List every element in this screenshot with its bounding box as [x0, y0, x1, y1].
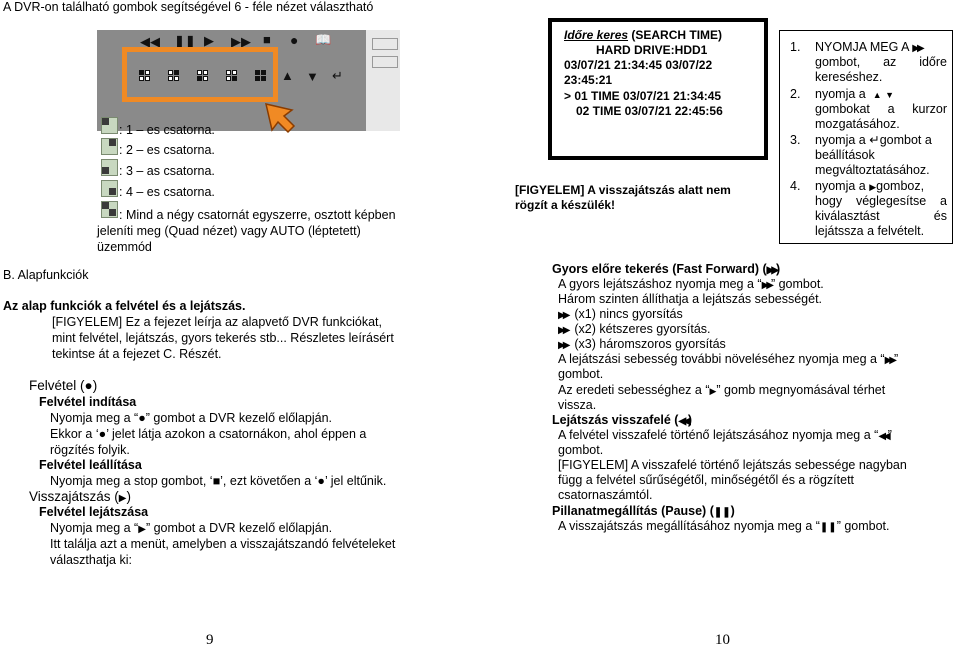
step1-b: gombot, az időre: [815, 55, 947, 69]
note-line1: [FIGYELEM] Ez a fejezet leírja az alapvető DVR funkciókat,: [52, 315, 383, 329]
down-arrow-icon: ▼: [885, 90, 895, 100]
fast-forward-icon: ▶▶: [766, 265, 777, 276]
fast-forward-icon: ▶▶: [761, 280, 771, 291]
rec-stop-heading: Felvétel leállítása: [39, 458, 142, 472]
channel-4-icon: [101, 180, 118, 197]
play-menu-line2: választhatja ki:: [50, 553, 132, 567]
search-line6: 02 TIME 03/07/21 22:45:56: [576, 104, 723, 118]
page-number-right: 10: [715, 632, 730, 648]
search-line4: 23:45:21: [564, 73, 613, 87]
ff-x3: ▶▶ (x3) háromszoros gyorsítás: [558, 337, 726, 351]
search-time-screen: [548, 18, 768, 160]
rw-line1: A felvétel visszafelé történő lejátszásához nyomja meg a “◀◀”: [558, 428, 892, 442]
ff-orig-line1: Az eredeti sebességhez a “▶” gomb megnyomásával térhet: [558, 383, 886, 397]
step2-c: mozgatásához.: [815, 117, 900, 131]
fast-forward-icon: ▶▶: [231, 34, 251, 49]
pause-icon: ❚❚: [174, 34, 196, 49]
enter-icon: ↵: [332, 68, 343, 83]
view-quad-line2: jeleníti meg (Quad nézet) vagy AUTO (léptetett): [97, 224, 361, 238]
rw-note3: csatornaszámtól.: [558, 488, 653, 502]
up-arrow-icon: ▲: [872, 90, 882, 100]
channel-buttons-highlight: [122, 47, 278, 102]
rec-start-heading: Felvétel indítása: [39, 395, 137, 409]
search-line3: 03/07/21 21:34:45 03/07/22: [564, 58, 713, 72]
play-icon: ▶: [204, 33, 214, 48]
fast-forward-icon: ▶▶: [558, 310, 568, 321]
stop-icon: ■: [212, 474, 221, 488]
view-ch2-text: : 2 – es csatorna.: [119, 143, 215, 157]
step2-num: 2.: [790, 87, 801, 101]
record-icon: ●: [138, 411, 146, 425]
channel-2-icon: [101, 138, 118, 155]
view-ch4-text: : 4 – es csatorna.: [119, 185, 215, 199]
search-line5: > 01 TIME 03/07/21 21:34:45: [564, 89, 722, 103]
page-header-title: A DVR-on található gombok segítségével 6 - féle nézet választható: [3, 0, 374, 14]
pause-heading: Pillanatmegállítás (Pause) (❚❚): [552, 504, 735, 518]
step4-c: kiválasztást és: [815, 209, 947, 223]
step4-b: hogy véglegesítse a: [815, 194, 947, 208]
ff-more-line1: A lejátszási sebesség további növeléséhez nyomja meg a “▶▶”: [558, 352, 899, 366]
record-icon: ●: [317, 474, 325, 488]
fast-forward-icon: ▶▶: [884, 355, 894, 366]
view-quad-line3: üzemmód: [97, 240, 152, 254]
ff-line1: A gyors lejátszáshoz nyomja meg a “▶▶” gombot.: [558, 277, 824, 291]
record-icon: ●: [98, 427, 107, 441]
pause-icon: ❚❚: [713, 507, 731, 518]
step3-a: nyomja a ↵gombot a: [815, 133, 932, 147]
pointer-arrow-icon: [262, 100, 298, 136]
ff-line2: Három szinten állíthatja a lejátszás sebességét.: [558, 292, 823, 306]
channel-3-icon: [101, 159, 118, 176]
rec-stop-line: Nyomja meg a stop gombot, ‘■’, ezt követően a ‘●’ jel eltűnik.: [50, 474, 387, 488]
play-icon: ▶: [869, 182, 877, 192]
page-number-left: 9: [206, 632, 214, 648]
rec-then-line: Ekkor a ‘●’ jelet látja azokon a csatornákon, ahol éppen a: [50, 427, 367, 441]
record-icon: ●: [290, 32, 299, 48]
rw-heading: Lejátszás visszafelé (◀◀): [552, 413, 693, 427]
rec-start-line: Nyomja meg a “●” gombot a DVR kezelő előlapján.: [50, 411, 333, 425]
play-heading: Felvétel lejátszása: [39, 505, 149, 519]
search-note-line2: rögzít a készülék!: [515, 198, 616, 212]
record-icon: ●: [84, 378, 93, 393]
fast-forward-icon: ▶▶: [912, 43, 922, 54]
step2-a: nyomja a ▲ ▼: [815, 87, 895, 101]
play-icon: ▶: [138, 524, 146, 535]
rw-note2: függ a felvétel sűrűségétől, minőségétől és a rögzített: [558, 473, 855, 487]
step3-num: 3.: [790, 133, 801, 147]
view-ch3-text: : 3 – as csatorna.: [119, 164, 215, 178]
step1-num: 1.: [790, 40, 801, 54]
play-icon: ▶: [118, 493, 127, 504]
enter-icon: ↵: [869, 133, 880, 147]
rw-line2: gombot.: [558, 443, 604, 457]
rewind-icon: ◀◀: [678, 416, 688, 427]
section-b-heading: B. Alapfunkciók: [3, 268, 89, 282]
note-line2: mint felvétel, lejátszás, gyors tekerés stb... Részletes leírásért: [52, 331, 394, 345]
pause-icon: ❚❚: [819, 522, 837, 533]
ff-more-line2: gombot.: [558, 367, 604, 381]
rewind-icon: ◀◀: [878, 431, 888, 442]
step4-d: lejátssza a felvételt.: [815, 224, 925, 238]
ff-heading: Gyors előre tekerés (Fast Forward) (▶▶): [552, 262, 781, 276]
intro-heading: Az alap funkciók a felvétel és a lejátszás.: [3, 299, 246, 313]
pause-line: A visszajátszás megállításához nyomja meg a “❚❚” gombot.: [558, 519, 890, 533]
play-menu-line1: Itt találja azt a menüt, amelyben a visszajátszandó felvételeket: [50, 537, 396, 551]
rewind-icon: ◀◀: [140, 34, 160, 49]
rec-then-line2: rögzítés folyik.: [50, 443, 130, 457]
ff-x2: ▶▶ (x2) kétszeres gyorsítás.: [558, 322, 711, 336]
recording-title: Felvétel (●): [29, 378, 98, 393]
step3-c: megváltoztatásához.: [815, 163, 930, 177]
step2-b: gombokat a kurzor: [815, 102, 947, 116]
play-icon: ▶: [709, 386, 717, 396]
fast-forward-icon: ▶▶: [558, 325, 568, 336]
step4-a: nyomja a ▶gomboz,: [815, 179, 925, 193]
rw-note1: [FIGYELEM] A visszafelé történő lejátszás sebessége nagyban: [558, 458, 907, 472]
note-line3: tekintse át a fejezet C. Részét.: [52, 347, 222, 361]
panel-right-section: [366, 30, 400, 131]
fast-forward-icon: ▶▶: [558, 340, 568, 351]
step4-num: 4.: [790, 179, 801, 193]
search-line2: HARD DRIVE:HDD1: [596, 43, 708, 57]
search-line1: Időre keres (SEARCH TIME): [564, 28, 723, 42]
quad-view-icon: [101, 201, 118, 218]
ff-orig-line2: vissza.: [558, 398, 597, 412]
book-icon: 📖: [315, 32, 332, 47]
playback-title: Visszajátszás (▶): [29, 489, 131, 504]
up-arrow-icon: ▲: [281, 68, 294, 83]
step3-b: beállítások: [815, 148, 875, 162]
view-quad-line1: : Mind a négy csatornát egyszerre, osztott képben: [119, 208, 396, 222]
play-line: Nyomja meg a “▶” gombot a DVR kezelő előlapján.: [50, 521, 333, 535]
ff-x1: ▶▶ (x1) nincs gyorsítás: [558, 307, 683, 321]
down-arrow-icon: ▼: [306, 69, 319, 84]
channel-1-icon: [101, 117, 118, 134]
stop-icon: ■: [263, 32, 271, 47]
step1-c: kereséshez.: [815, 70, 883, 84]
search-note-line1: [FIGYELEM] A visszajátszás alatt nem: [515, 183, 731, 197]
step1-a: NYOMJA MEG A ▶▶: [815, 40, 922, 54]
view-ch1-text: : 1 – es csatorna.: [119, 123, 215, 137]
